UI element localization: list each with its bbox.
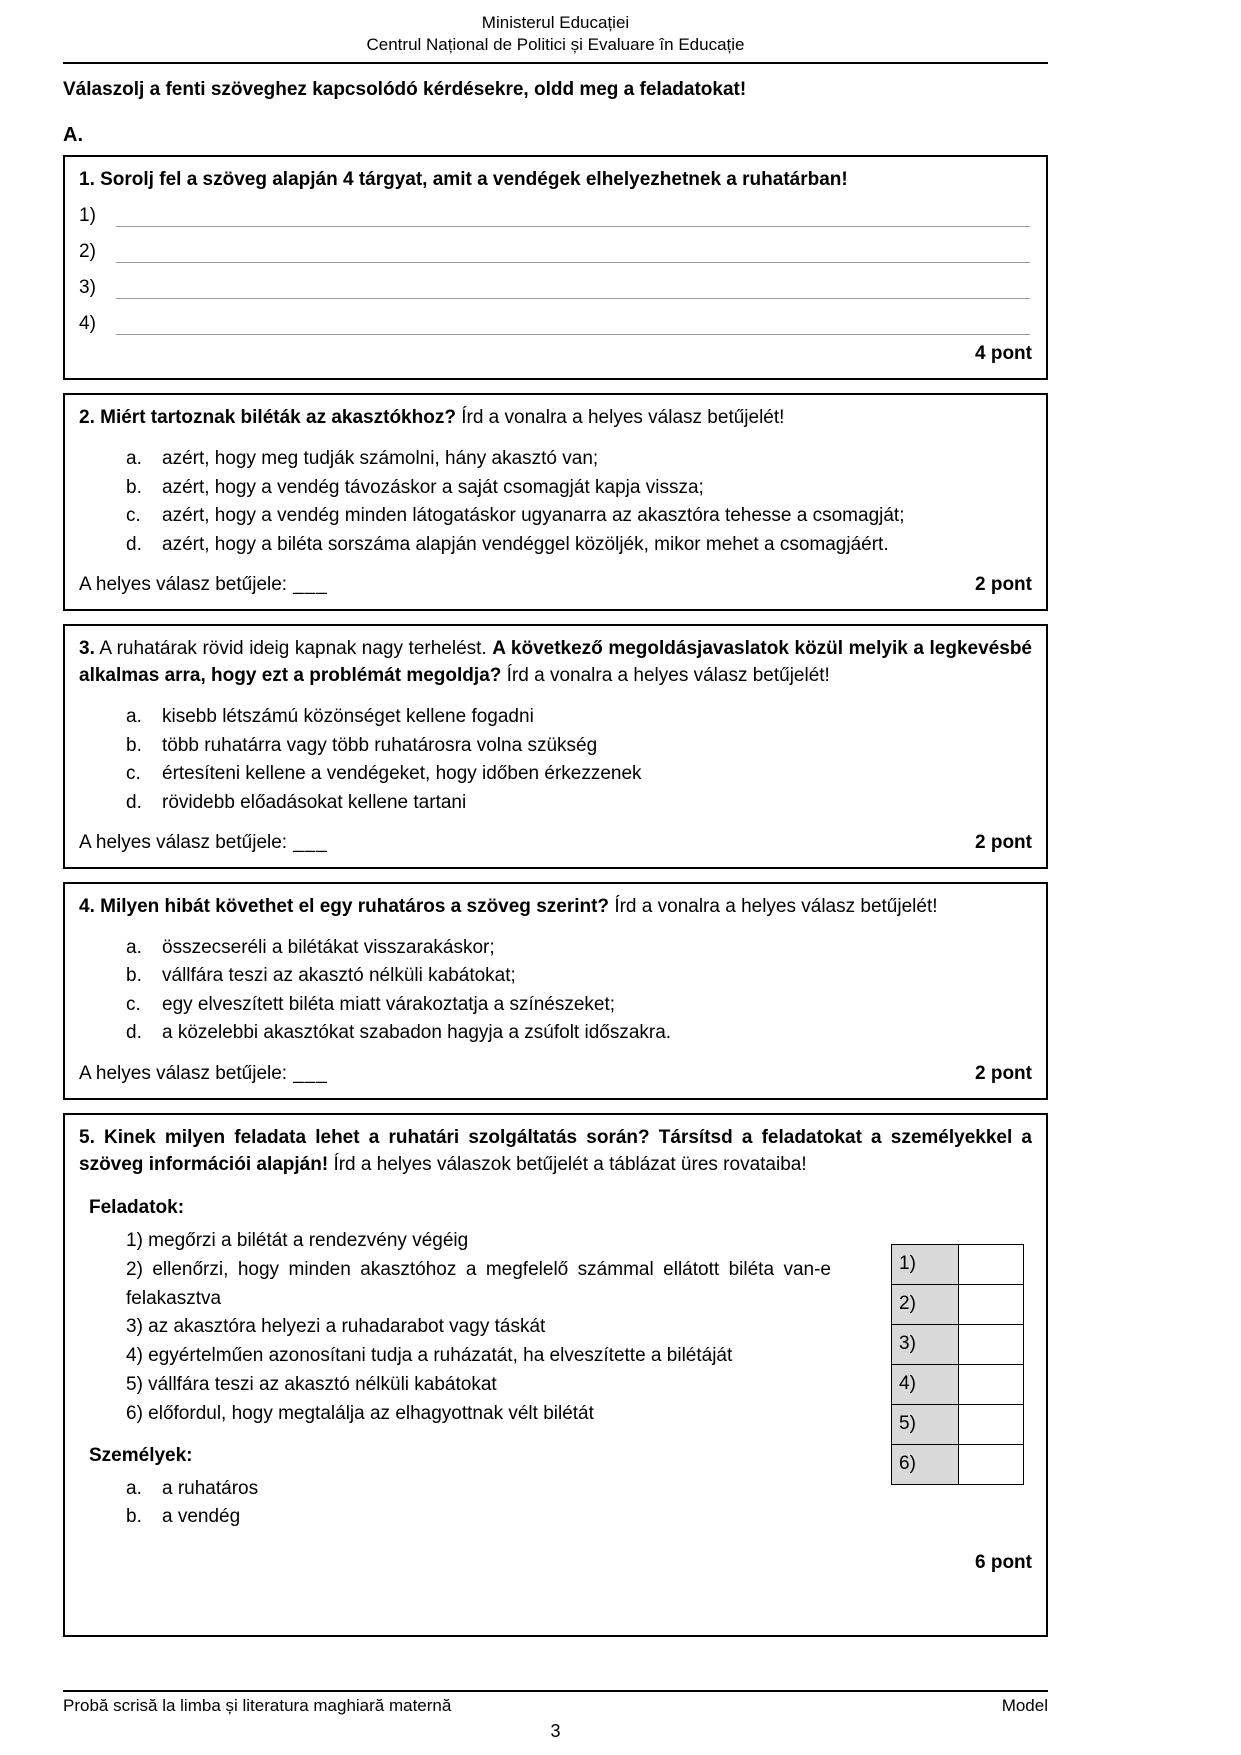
question-2-answer-row (79, 572, 1032, 599)
question-2-option-c (126, 502, 1032, 531)
page-number: 3 (550, 1720, 561, 1741)
option-letter: d. (126, 1022, 142, 1044)
match-row-1 (892, 1244, 1024, 1284)
question-2-points-badge: 2 pont (975, 574, 1032, 596)
question-4-answer-label (79, 1061, 328, 1088)
option-text: több ruhatárra vagy több ruhatárosra volna szükség (162, 734, 598, 756)
instructions-text: Válaszolj a fenti szöveghez kapcsolódó kérdésekre, oldd meg a feladatokat! (63, 78, 747, 100)
match-row-1-label: 1) (892, 1244, 959, 1284)
question-4-option-a (126, 934, 1032, 963)
question-4-answer-row (79, 1061, 1032, 1088)
question-2-answer-label (79, 572, 328, 599)
answer-row-1 (79, 203, 1032, 230)
answer-label-text: A helyes válasz betűjele: (79, 832, 288, 854)
section-label: A. (63, 123, 83, 146)
national-center-name: Centrul Național de Politici și Evaluare în Educație (366, 35, 745, 55)
document-footer (63, 1690, 1048, 1743)
match-row-6-answer-cell[interactable] (959, 1444, 1024, 1484)
match-row-5-label: 5) (892, 1404, 959, 1444)
question-3-option-c (126, 760, 1032, 789)
question-3-title-plain-1: A ruhatárak rövid ideig kapnak nagy terhelést. (94, 638, 493, 660)
question-2-answer-blank[interactable]: ___ (293, 574, 328, 596)
match-row-4 (892, 1364, 1024, 1404)
match-row-5 (892, 1404, 1024, 1444)
option-text: vállfára teszi az akasztó nélküli kabátokat; (162, 965, 516, 987)
task-item-4: 4) egyértelműen azonosítani tudja a ruházatát, ha elveszítette a bilétáját (126, 1345, 733, 1367)
option-text: azért, hogy a biléta sorszáma alapján vendéggel közöljék, mikor mehet a csomagjáért. (162, 533, 889, 555)
person-letter: a. (126, 1477, 142, 1499)
answer-row-4-number: 4) (79, 313, 96, 335)
option-text: azért, hogy a vendég távozáskor a saját csomagját kapja vissza; (162, 476, 704, 498)
question-2-title-rest: Írd a vonalra a helyes válasz betűjelét! (455, 407, 785, 429)
question-3-answer-row (79, 830, 1032, 857)
question-5-left-column (79, 1195, 891, 1532)
question-3-title-bold: A következő megoldásjavaslatok közül melyik a legkevésbé alkalmas arra, hogy ezt a problémát megoldja? (79, 638, 1032, 687)
match-row-6-label: 6) (892, 1444, 959, 1484)
match-row-2-answer-cell[interactable] (959, 1284, 1024, 1324)
question-4-options (79, 934, 1032, 1048)
answer-row-2-number: 2) (79, 241, 96, 263)
option-text: összecseréli a bilétákat visszarakáskor; (162, 936, 495, 958)
header-divider (63, 62, 1048, 64)
option-letter: d. (126, 533, 142, 555)
answer-row-4-blank-line[interactable] (116, 334, 1030, 335)
question-4-title-rest: Írd a vonalra a helyes válasz betűjelét! (609, 896, 938, 918)
question-1-points-badge: 4 pont (975, 343, 1032, 365)
question-1-box (63, 155, 1048, 380)
match-row-5-answer-cell[interactable] (959, 1404, 1024, 1444)
question-2-box (63, 393, 1048, 611)
option-text: azért, hogy a vendég minden látogatáskor ugyanarra az akasztóra tehesse a csomagját; (162, 505, 905, 527)
question-1-title-text: 1. Sorolj fel a szöveg alapján 4 tárgyat, amit a vendégek elhelyezhetnek a ruhatárban! (79, 169, 848, 191)
option-text: értesíteni kellene a vendégeket, hogy időben érkezzenek (162, 763, 642, 785)
answer-row-1-number: 1) (79, 205, 96, 227)
option-letter: a. (126, 448, 142, 470)
question-4-points-badge: 2 pont (975, 1062, 1032, 1084)
option-letter: b. (126, 965, 142, 987)
match-row-3-answer-cell[interactable] (959, 1324, 1024, 1364)
question-3-option-d (126, 789, 1032, 818)
question-2-title (79, 405, 1032, 432)
question-5-title-rest: Írd a helyes válaszok betűjelét a táblázat üres rovataiba! (328, 1153, 807, 1175)
question-4-option-c (126, 991, 1032, 1020)
option-letter: c. (126, 505, 141, 527)
matching-table (891, 1244, 1024, 1485)
question-2-title-bold: 2. Miért tartoznak biléták az akasztókhoz? (79, 407, 456, 429)
question-4-option-b (126, 962, 1032, 991)
question-4-title (79, 894, 1032, 921)
question-2-options (79, 445, 1032, 559)
question-4-option-d (126, 1019, 1032, 1048)
task-item-2: 2) ellenőrzi, hogy minden akasztóhoz a megfelelő számmal ellátott biléta van-e felakasztva (126, 1258, 831, 1309)
persons-heading: Személyek: (89, 1444, 193, 1466)
question-3-options (79, 703, 1032, 817)
question-5-body (79, 1195, 1032, 1532)
option-letter: c. (126, 993, 141, 1015)
page-content (63, 0, 1048, 1637)
answer-label-text: A helyes válasz betűjele: (79, 1062, 288, 1084)
task-item-6: 6) előfordul, hogy megtalálja az elhagyottnak vélt bilétát (126, 1403, 594, 1425)
option-letter: a. (126, 936, 142, 958)
person-text: a vendég (162, 1506, 241, 1528)
question-4-box (63, 882, 1048, 1100)
question-3-points-badge: 2 pont (975, 832, 1032, 854)
question-3-title (79, 636, 1032, 690)
question-2-option-b (126, 474, 1032, 503)
match-row-4-label: 4) (892, 1364, 959, 1404)
question-2-option-d (126, 531, 1032, 560)
answer-row-3-blank-line[interactable] (116, 298, 1030, 299)
match-row-2 (892, 1284, 1024, 1324)
person-text: a ruhatáros (162, 1477, 259, 1499)
question-1-points-row (79, 341, 1032, 368)
match-row-3 (892, 1324, 1024, 1364)
answer-row-2 (79, 239, 1032, 266)
document-header (63, 0, 1048, 57)
option-text: kisebb létszámú közönséget kellene fogadni (162, 706, 534, 728)
question-2-option-a (126, 445, 1032, 474)
question-3-option-b (126, 732, 1032, 761)
answer-row-1-blank-line[interactable] (116, 226, 1030, 227)
question-3-title-number: 3. (79, 638, 95, 660)
task-item-5: 5) vállfára teszi az akasztó nélküli kabátokat (126, 1374, 497, 1396)
question-3-box (63, 624, 1048, 869)
question-3-answer-label (79, 830, 328, 857)
answer-row-2-blank-line[interactable] (116, 262, 1030, 263)
question-1-title (79, 167, 1032, 194)
person-item-b (126, 1503, 891, 1532)
tasks-heading: Feladatok: (89, 1196, 185, 1218)
question-5-title (79, 1125, 1032, 1179)
task-item-1: 1) megőrzi a bilétát a rendezvény végéig (126, 1229, 469, 1251)
match-row-3-label: 3) (892, 1324, 959, 1364)
answer-label-text: A helyes válasz betűjele: (79, 574, 288, 596)
task-item-3: 3) az akasztóra helyezi a ruhadarabot vagy táskát (126, 1316, 546, 1338)
footer-exam-name: Probă scrisă la limba și literatura maghiară maternă (63, 1695, 452, 1715)
question-3-option-a (126, 703, 1032, 732)
question-4-answer-blank[interactable]: ___ (293, 1062, 328, 1084)
answer-row-3-number: 3) (79, 277, 96, 299)
match-row-6 (892, 1444, 1024, 1484)
option-letter: b. (126, 476, 142, 498)
answer-row-4 (79, 311, 1032, 338)
question-3-title-plain-2: Írd a vonalra a helyes válasz betűjelét! (501, 665, 830, 687)
option-letter: d. (126, 791, 142, 813)
question-4-title-bold: 4. Milyen hibát követhet el egy ruhatáros a szöveg szerint? (79, 896, 610, 918)
question-5-title-bold: 5. Kinek milyen feladata lehet a ruhatári szolgáltatás során? Társítsd a feladatokat a személyekkel a szöveg információi alapján! (79, 1126, 1032, 1175)
option-letter: b. (126, 734, 142, 756)
question-5-points-badge: 6 pont (975, 1551, 1032, 1573)
match-row-4-answer-cell[interactable] (959, 1364, 1024, 1404)
question-3-answer-blank[interactable]: ___ (293, 832, 328, 854)
match-row-1-answer-cell[interactable] (959, 1244, 1024, 1284)
question-5-points-row (79, 1550, 1032, 1577)
answer-row-3 (79, 275, 1032, 302)
question-5-right-column (891, 1195, 1032, 1532)
person-letter: b. (126, 1506, 142, 1528)
footer-model-label: Model (1001, 1695, 1048, 1715)
option-text: a közelebbi akasztókat szabadon hagyja a zsúfolt időszakra. (162, 1022, 672, 1044)
option-letter: a. (126, 706, 142, 728)
option-letter: c. (126, 763, 141, 785)
match-row-2-label: 2) (892, 1284, 959, 1324)
person-item-a (126, 1475, 891, 1504)
option-text: azért, hogy meg tudják számolni, hány akasztó van; (162, 448, 599, 470)
ministry-name: Ministerul Educației (481, 13, 630, 32)
footer-row (63, 1692, 1048, 1717)
option-text: rövidebb előadásokat kellene tartani (162, 791, 467, 813)
question-5-box (63, 1113, 1048, 1637)
option-text: egy elveszített biléta miatt várakoztatja a színészeket; (162, 993, 616, 1015)
